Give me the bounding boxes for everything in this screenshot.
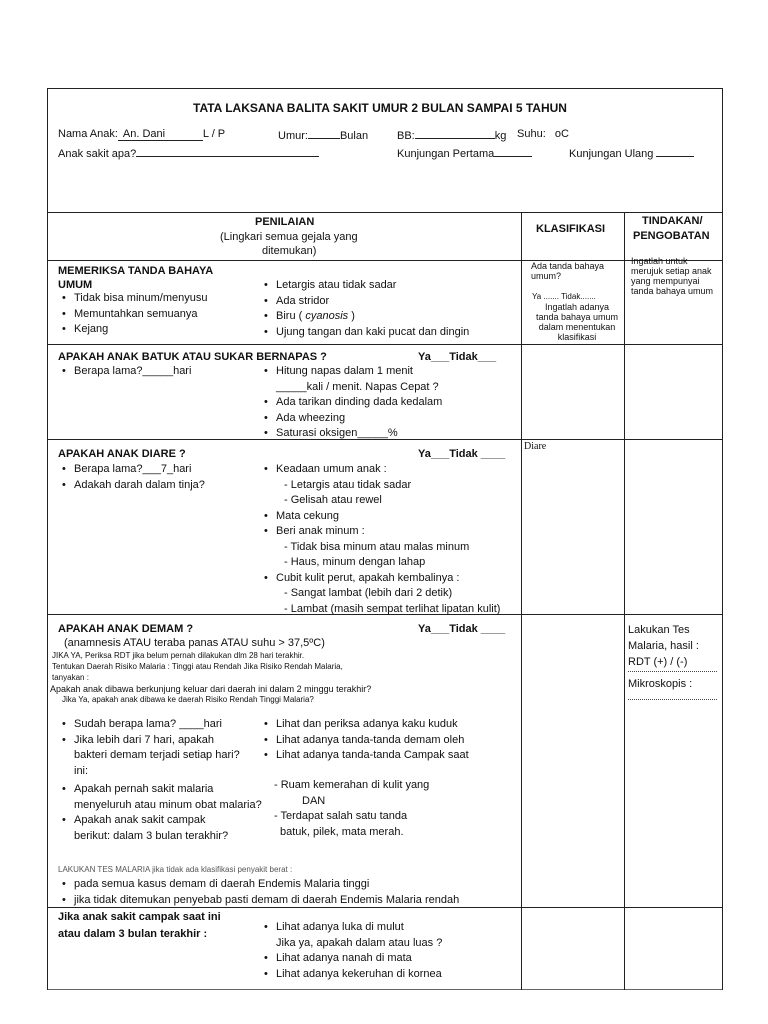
- batuk-left-list: [60, 364, 191, 380]
- campak-right-list: [262, 920, 442, 982]
- bb-field: BB: kg: [397, 130, 507, 142]
- sakit-input[interactable]: [136, 146, 319, 157]
- batuk-item[interactable]: • Saturasi oksigen_____%: [262, 426, 442, 442]
- demam-note-1: JIKA YA, Periksa RDT jika belum pernah dilakukan dlm 28 hari terakhir.: [52, 651, 305, 660]
- demam-subtitle: (anamnesis ATAU teraba panas ATAU suhu > 37,5ºC): [64, 637, 325, 649]
- table-border-left: [47, 88, 48, 990]
- lakukan-tes-item: • pada semua kasus demam di daerah Endemis Malaria tinggi: [60, 877, 459, 893]
- bahaya-klas-1: Ada tanda bahaya: [531, 261, 605, 271]
- lakukan-tes-note: LAKUKAN TES MALARIA jika tidak ada klasifikasi penyakit berat :: [58, 865, 293, 874]
- form-title: TATA LAKSANA BALITA SAKIT UMUR 2 BULAN SAMPAI 5 TAHUN: [193, 101, 567, 115]
- tindakan-header-1: TINDAKAN/: [642, 215, 703, 227]
- campak-item[interactable]: • Lihat adanya luka di mulut Jika ya, apakah dalam atau luas ?: [262, 920, 442, 951]
- diare-title: APAKAH ANAK DIARE ?: [58, 448, 186, 460]
- bahaya-title-2: UMUM: [58, 279, 93, 291]
- gender-field[interactable]: L / P: [202, 128, 226, 140]
- mikroskopis-label: Mikroskopis :: [628, 678, 693, 690]
- kunjungan-ulang-input[interactable]: [656, 146, 694, 157]
- demam-title: APAKAH ANAK DEMAM ?: [58, 623, 194, 635]
- header-divider: [47, 212, 723, 213]
- rdt-dotted-line[interactable]: [628, 670, 717, 672]
- bahaya-item[interactable]: • Letargis atau tidak sadar: [262, 278, 469, 294]
- kunjungan-pertama-input[interactable]: [494, 146, 532, 157]
- nama-value[interactable]: An. Dani: [118, 128, 203, 141]
- umur-input[interactable]: [308, 128, 340, 139]
- suhu-unit: oC: [554, 128, 569, 140]
- bahaya-klas-note: Ingatlah adanya tanda bahaya umum dalam menentukan klasifikasi: [535, 302, 619, 342]
- umur-field: Umur: Bulan: [278, 130, 369, 142]
- row-divider-batuk: [47, 344, 723, 345]
- demam-note-5: Jika Ya, apakah anak dibawa ke daerah Risiko Rendah Tinggi Malaria?: [62, 695, 314, 704]
- demam-right-list: [262, 717, 469, 764]
- demam-item[interactable]: • Lihat dan periksa adanya kaku kuduk: [262, 717, 469, 733]
- nama-label: Nama Anak:: [58, 128, 118, 140]
- bahaya-item[interactable]: • Kejang: [60, 322, 207, 338]
- bahaya-item-biru[interactable]: • Biru ( cyanosis ): [262, 309, 469, 325]
- lakukan-tes-item: • jika tidak ditemukan penyebab pasti demam di daerah Endemis Malaria rendah: [60, 893, 459, 909]
- bahaya-item[interactable]: • Memuntahkan semuanya: [60, 307, 207, 323]
- bb-input[interactable]: [415, 128, 495, 139]
- column-divider-tindakan: [624, 212, 625, 990]
- penilaian-header: PENILAIAN: [255, 216, 315, 228]
- diare-yatidak[interactable]: Ya___Tidak ____: [418, 448, 506, 460]
- sakit-field: Anak sakit apa?: [58, 146, 319, 160]
- table-border-top: [47, 88, 723, 89]
- campak-item[interactable]: • Lihat adanya kekeruhan di kornea: [262, 967, 442, 983]
- bahaya-klas-yatidak[interactable]: Ya ....... Tidak.......: [532, 292, 596, 301]
- diare-item[interactable]: • Adakah darah dalam tinja?: [60, 478, 205, 494]
- demam-tindakan: Lakukan Tes Malaria, hasil : RDT (+) / (-): [628, 624, 699, 668]
- demam-item[interactable]: • Apakah anak sakit campak berikut: dalam 3 bulan terakhir?: [60, 813, 262, 844]
- column-divider-klasifikasi: [521, 212, 522, 990]
- bahaya-item[interactable]: • Ujung tangan dan kaki pucat dan dingin: [262, 325, 469, 341]
- bahaya-klas-2: umum?: [531, 271, 562, 281]
- patient-name-row: [58, 128, 225, 141]
- penilaian-subheader-2: ditemukan): [262, 245, 317, 257]
- batuk-item[interactable]: • Ada wheezing: [262, 411, 442, 427]
- bahaya-left-list: [60, 291, 207, 338]
- demam-note-4: Apakah anak dibawa berkunjung keluar dari daerah ini dalam 2 minggu terakhir?: [50, 684, 372, 694]
- batuk-right-list: [262, 364, 442, 442]
- table-border-bottom: [47, 989, 723, 990]
- mikroskopis-dotted-line[interactable]: [628, 698, 717, 700]
- kunjungan-ulang-field: Kunjungan Ulang: [569, 146, 694, 160]
- demam-note-2: Tentukan Daerah Risiko Malaria : Tinggi atau Rendah Jika Risiko Rendah Malaria,: [52, 662, 343, 671]
- diare-item[interactable]: • Berapa lama?___7_hari: [60, 462, 205, 478]
- demam-yatidak[interactable]: Ya___Tidak ____: [418, 623, 506, 635]
- diare-item[interactable]: • Cubit kulit perut, apakah kembalinya : - Sangat lambat (lebih dari 2 detik) - Lambat (masih sempat terlihat lipatan kulit): [262, 571, 500, 618]
- bahaya-right-list: [262, 278, 469, 340]
- table-border-right: [722, 88, 723, 990]
- demam-item[interactable]: • Sudah berapa lama? ____hari: [60, 717, 262, 733]
- batuk-item[interactable]: • Ada tarikan dinding dada kedalam: [262, 395, 442, 411]
- campak-title-2: atau dalam 3 bulan terakhir :: [58, 928, 208, 940]
- penilaian-subheader-1: (Lingkari semua gejala yang: [220, 231, 358, 243]
- demam-campak-criteria: - Ruam kemerahan di kulit yang DAN - Terdapat salah satu tanda batuk, pilek, mata merah.: [274, 779, 430, 838]
- bahaya-tindakan-note: Ingatlah untuk merujuk setiap anak yang mempunyai tanda bahaya umum: [631, 256, 714, 296]
- tindakan-header-2: PENGOBATAN: [633, 230, 710, 242]
- bahaya-item[interactable]: • Ada stridor: [262, 294, 469, 310]
- klasifikasi-header: KLASIFIKASI: [536, 223, 606, 235]
- bahaya-title-1: MEMERIKSA TANDA BAHAYA: [58, 265, 214, 277]
- demam-left-list: [60, 717, 262, 844]
- diare-item[interactable]: • Keadaan umum anak : - Letargis atau tidak sadar - Gelisah atau rewel: [262, 462, 500, 509]
- rdt-result-field[interactable]: RDT (+) / (-): [628, 656, 688, 668]
- campak-item[interactable]: • Lihat adanya nanah di mata: [262, 951, 442, 967]
- demam-item[interactable]: • Apakah pernah sakit malaria menyeluruh atau minum obat malaria?: [60, 782, 262, 813]
- bahaya-item[interactable]: • Tidak bisa minum/menyusu: [60, 291, 207, 307]
- demam-item[interactable]: • Jika lebih dari 7 hari, apakah bakteri demam terjadi setiap hari? ini:: [60, 733, 262, 780]
- diare-right-list: [262, 462, 500, 617]
- suhu-field: Suhu: oC: [517, 128, 569, 140]
- campak-title-1: Jika anak sakit campak saat ini: [58, 911, 221, 923]
- batuk-yatidak[interactable]: Ya___Tidak___: [418, 351, 497, 363]
- column-header-divider: [47, 260, 723, 261]
- diare-item[interactable]: • Beri anak minum : - Tidak bisa minum atau malas minum - Haus, minum dengan lahap: [262, 524, 500, 571]
- batuk-item[interactable]: • Hitung napas dalam 1 menit _____kali / menit. Napas Cepat ?: [262, 364, 442, 395]
- demam-note-3: tanyakan :: [52, 673, 89, 682]
- batuk-item[interactable]: • Berapa lama?_____hari: [60, 364, 191, 380]
- batuk-title: APAKAH ANAK BATUK ATAU SUKAR BERNAPAS ?: [58, 351, 327, 363]
- kunjungan-pertama-field: Kunjungan Pertama: [397, 146, 532, 160]
- diare-klasifikasi-note: Diare: [524, 441, 547, 452]
- lakukan-tes-list: [60, 877, 459, 908]
- demam-item[interactable]: • Lihat adanya tanda-tanda Campak saat: [262, 748, 469, 764]
- diare-item[interactable]: • Mata cekung: [262, 509, 500, 525]
- diare-left-list: [60, 462, 205, 493]
- demam-item[interactable]: • Lihat adanya tanda-tanda demam oleh: [262, 733, 469, 749]
